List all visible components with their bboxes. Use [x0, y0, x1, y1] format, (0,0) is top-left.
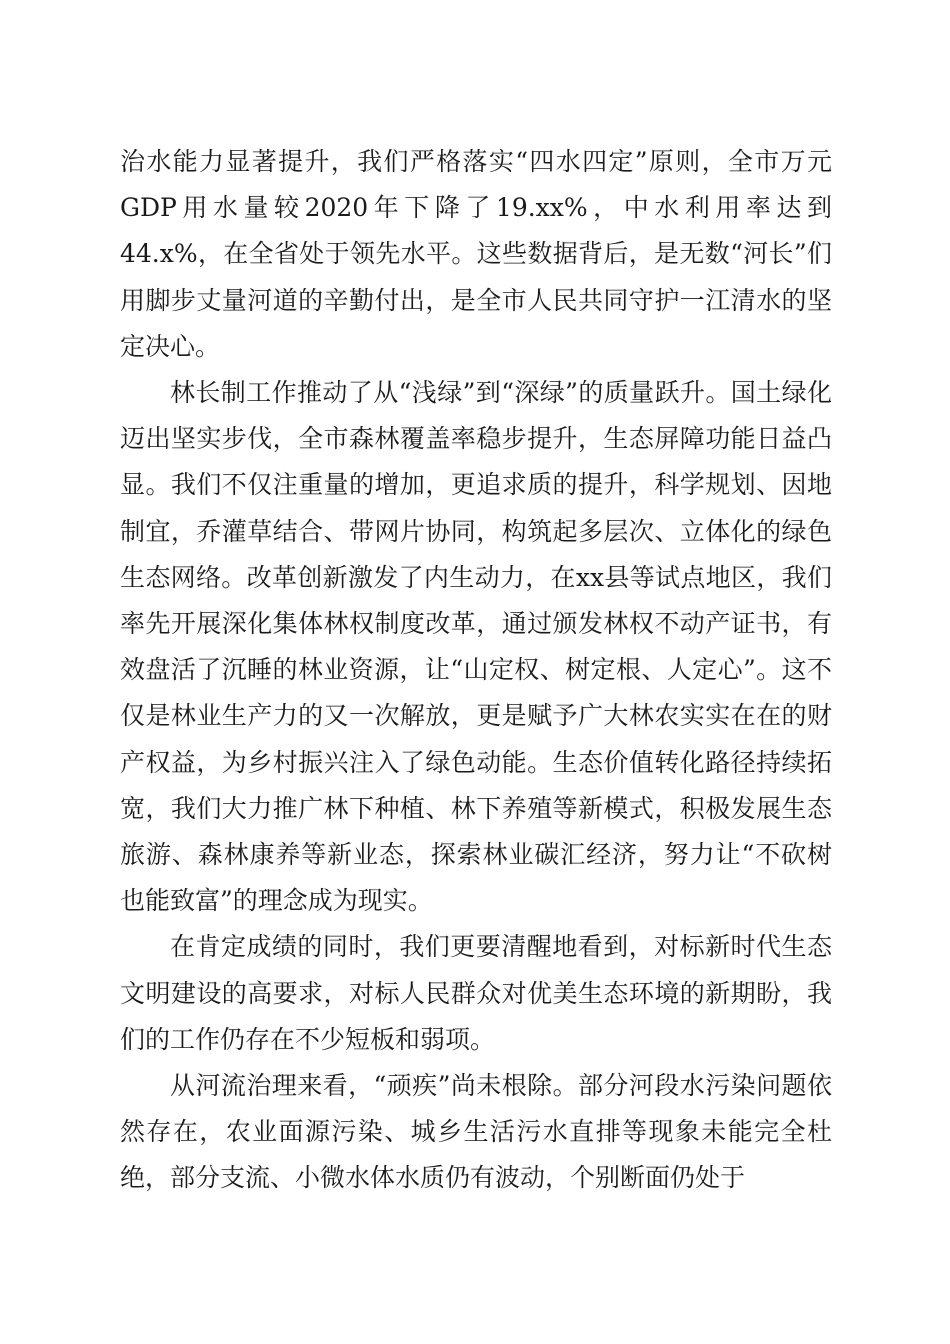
paragraph-river-governance: 从河流治理来看，“顽疾”尚未根除。部分河段水污染问题依然存在，农业面源污染、城乡生活污水直排等现象未能完全杜绝，部分支流、小微水体水质仍有波动，个别断面仍处于 — [120, 1071, 832, 1193]
paragraph-water-governance: 治水能力显著提升，我们严格落实“四水四定”原则，全市万元GDP用水量较2020年下降了19.xx%，中水利用率达到44.x%，在全省处于领先水平。这些数据背后，是无数“河长”们用脚步丈量河道的辛勤付出，是全市人民共同守护一江清水的坚定决心。 — [120, 147, 832, 361]
paragraph-forest-chief-system: 林长制工作推动了从“浅绿”到“深绿”的质量跃升。国土绿化迈出坚实步伐，全市森林覆盖率稳步提升，生态屏障功能日益凸显。我们不仅注重量的增加，更追求质的提升，科学规划、因地制宜，乔灌草结合、带网片协同，构筑起多层次、立体化的绿色生态网络。改革创新激发了内生动力，在xx县等试点地区，我们率先开展深化集体林权制度改革，通过颁发林权不动产证书，有效盘活了沉睡的林业资源，让“山定权、树定根、人定心”。这不仅是林业生产力的又一次解放，更是赋予广大林农实实在在的财产权益，为乡村振兴注入了绿色动能。生态价值转化路径持续拓宽，我们大力推广林下种植、林下养殖等新模式，积极发展生态旅游、森林康养等新业态，探索林业碳汇经济，努力让“不砍树也能致富”的理念成为现实。 — [120, 378, 832, 916]
document-body — [120, 139, 832, 1202]
paragraph-shortcomings: 在肯定成绩的同时，我们更要清醒地看到，对标新时代生态文明建设的高要求，对标人民群众对优美生态环境的新期盼，我们的工作仍存在不少短板和弱项。 — [120, 932, 832, 1054]
